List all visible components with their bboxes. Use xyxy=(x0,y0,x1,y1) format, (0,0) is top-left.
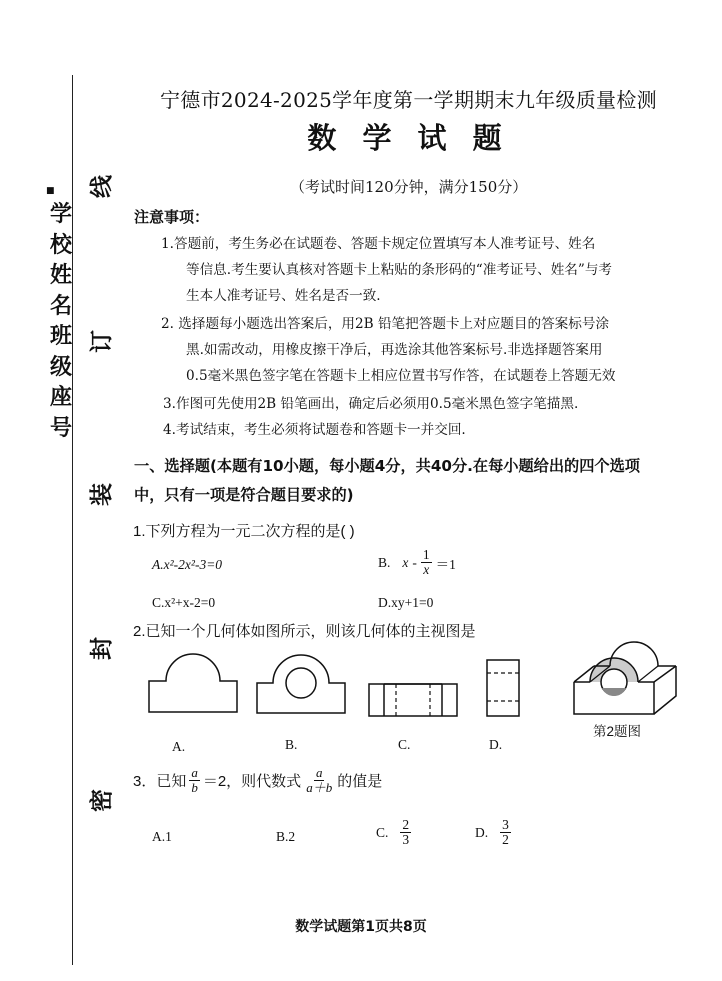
q3-option-d-fraction xyxy=(500,818,511,847)
q1-option-b-var: x xyxy=(402,554,409,570)
side-label-char: 校 xyxy=(49,232,72,258)
fraction-denominator: 2 xyxy=(502,832,509,848)
q2-figure-a xyxy=(148,653,238,713)
side-label-char: 号 xyxy=(49,415,72,441)
subject-title: 数 学 试 题 xyxy=(307,121,510,155)
fraction-denominator: a＋b xyxy=(306,779,333,795)
q1-option-c: C.x²+x-2=0 xyxy=(152,595,216,610)
q1-option-b-fraction xyxy=(421,548,432,577)
q1-option-b xyxy=(378,548,456,577)
q3-stem-prefix: 3．已知 xyxy=(133,772,187,790)
q1-stem: 1.下列方程为一元二次方程的是( ) xyxy=(133,523,355,540)
q3-option-c xyxy=(376,818,411,847)
section-heading-line2: 中，只有一项是符合题目要求的) xyxy=(134,486,354,504)
q2-figure-b xyxy=(256,656,346,714)
fraction-numerator: 3 xyxy=(502,817,509,832)
binding-char-feng: 封 xyxy=(88,637,115,660)
q2-3d-figure xyxy=(572,636,680,720)
side-label-char: 班 xyxy=(49,324,72,349)
note-line: 生本人准考证号、姓名是否一致. xyxy=(186,288,381,304)
q3-expr-fraction xyxy=(304,766,334,794)
q1-option-b-rhs: ＝1 xyxy=(435,556,456,572)
q3-option-c-fraction xyxy=(400,818,411,847)
fraction-denominator: 3 xyxy=(402,832,410,848)
q2-option-c: C. xyxy=(398,737,411,752)
note-line: 0.5毫米黑色签字笔在答题卡上相应位置书写作答，在试题卷上答题无效 xyxy=(186,368,616,384)
notes-heading: 注意事项： xyxy=(134,208,210,226)
q1-option-d: D.xy+1=0 xyxy=(378,595,434,610)
binding-char-mi: 密 xyxy=(88,789,115,812)
q3-stem-suffix: 的值是 xyxy=(337,772,383,790)
note-line: 等信息.考生要认真核对答题卡上粘贴的条形码的“准考证号、姓名”与考 xyxy=(186,262,613,278)
side-label-char: 姓 xyxy=(49,263,72,288)
fraction-numerator: a xyxy=(315,765,323,780)
q1-option-b-minus: - xyxy=(412,554,417,570)
binding-char-zhuang: 装 xyxy=(88,483,115,506)
side-label-char: 级 xyxy=(49,354,72,380)
note-line: 3.作图可先使用2B 铅笔画出，确定后必须用0.5毫米黑色签字笔描黑. xyxy=(163,396,579,412)
side-info-labels xyxy=(46,200,76,444)
q2-figure-caption: 第2题图 xyxy=(593,724,642,739)
q3-given-rhs: ＝2，则代数式 xyxy=(202,772,302,790)
note-line: 黑.如需改动，用橡皮擦干净后，再选涂其他答案标号.非选择题答案用 xyxy=(186,342,603,358)
side-label-char: 学 xyxy=(49,202,72,227)
q3-option-b: B.2 xyxy=(276,829,296,844)
fraction-numerator: 2 xyxy=(402,817,410,832)
q3-option-d-label: D. xyxy=(475,824,489,840)
side-top-mark: ■ xyxy=(46,186,55,196)
q1-option-b-label: B. xyxy=(378,554,391,570)
q2-option-a: A. xyxy=(172,739,186,754)
note-line: 2. 选择题每小题选出答案后，用2B 铅笔把答题卡上对应题目的答案标号涂 xyxy=(161,316,610,332)
fraction-denominator: x xyxy=(423,562,430,578)
binding-char-xian: 线 xyxy=(88,175,115,198)
note-line: 4.考试结束，考生必须将试题卷和答题卡一并交回. xyxy=(163,422,466,438)
exam-info: （考试时间120分钟，满分150分） xyxy=(290,178,528,196)
q3-option-d xyxy=(475,818,511,847)
q1-option-a: A.x²-2x²-3=0 xyxy=(152,557,223,572)
q2-figure-c xyxy=(368,683,458,717)
fraction-denominator: b xyxy=(191,779,198,795)
exam-title: 宁德市2024-2025学年度第一学期期末九年级质量检测 xyxy=(160,88,657,112)
q2-option-d: D. xyxy=(489,737,503,752)
q3-option-c-label: C. xyxy=(376,824,389,840)
binding-char-ding: 订 xyxy=(88,330,115,353)
q2-option-b: B. xyxy=(285,737,298,752)
q3-stem xyxy=(133,766,382,794)
q2-stem: 2.已知一个几何体如图所示，则该几何体的主视图是 xyxy=(133,623,476,640)
side-label-char: 名 xyxy=(49,293,72,319)
note-line: 1.答题前，考生务必在试题卷、答题卡规定位置填写本人准考证号、姓名 xyxy=(161,236,596,252)
fraction-numerator: 1 xyxy=(422,547,430,562)
page-footer: 数学试题第1页共8页 xyxy=(295,919,427,935)
section-heading-line1: 一、选择题(本题有10小题，每小题4分，共40分.在每小题给出的四个选项 xyxy=(134,457,640,475)
q3-option-a: A.1 xyxy=(152,829,172,844)
side-label-char: 座 xyxy=(49,385,72,410)
q2-figure-d xyxy=(486,659,520,717)
q3-given-fraction xyxy=(189,766,200,794)
fraction-numerator: a xyxy=(191,765,198,780)
